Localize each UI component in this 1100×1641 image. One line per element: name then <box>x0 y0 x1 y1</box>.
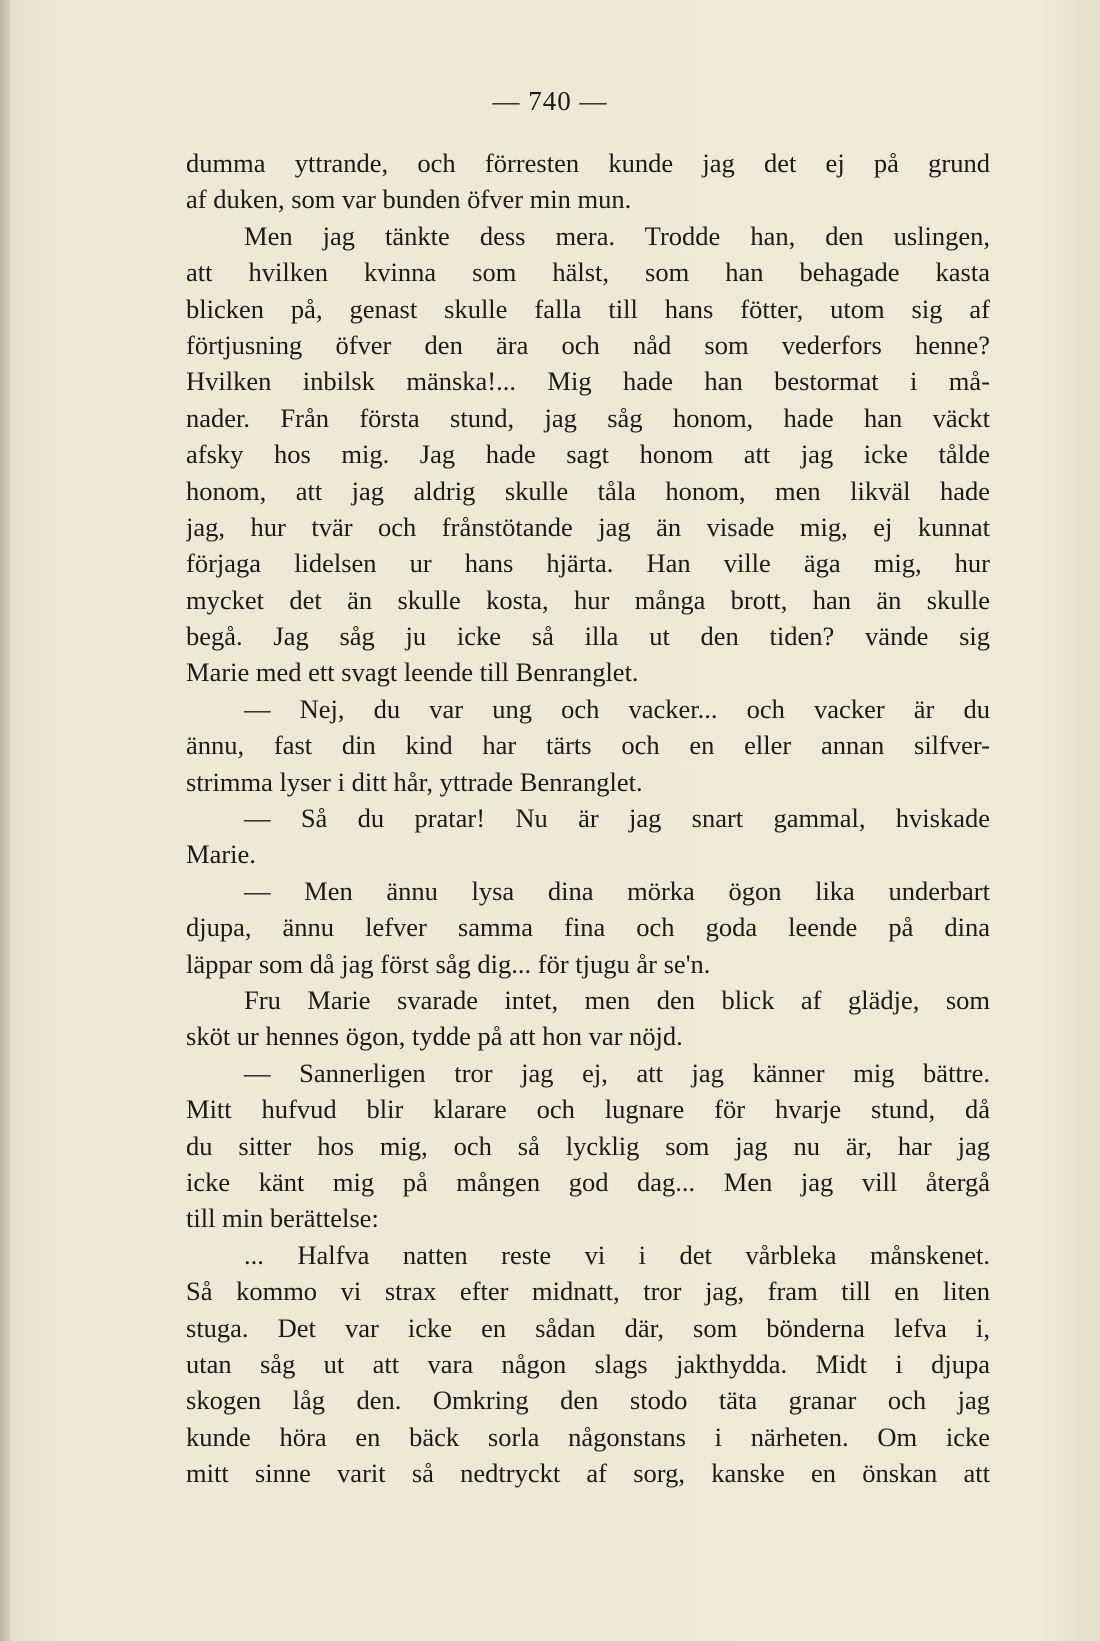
text-line: Men jag tänkte dess mera. Trodde han, den uslingen, <box>244 220 990 251</box>
text-line: jag, hur tvär och frånstötande jag än visade mig, ej kunnat <box>186 511 990 542</box>
text-line: djupa, ännu lefver samma fina och goda leende på dina <box>186 912 990 943</box>
text-line: dumma yttrande, och förresten kunde jag det ej på grund <box>186 148 990 178</box>
text-line: stuga. Det var icke en sådan där, som bönderna lefva i, <box>186 1312 990 1343</box>
text-line: honom, att jag aldrig skulle tåla honom, men likväl hade <box>186 475 990 506</box>
text-line: — Nej, du var ung och vacker... och vacker är du <box>244 693 990 724</box>
text-line: — Men ännu lysa dina mörka ögon lika underbart <box>244 875 990 906</box>
text-line: — Sannerligen tror jag ej, att jag känner mig bättre. <box>244 1057 990 1088</box>
page-spine-shadow <box>0 0 10 1641</box>
text-line: Marie med ett svagt leende till Benranglet. <box>186 657 639 688</box>
text-line: Fru Marie svarade intet, men den blick af glädje, som <box>244 984 990 1015</box>
text-line: ännu, fast din kind har tärts och en eller annan silfver- <box>186 730 990 761</box>
text-line: läppar som då jag först såg dig... för tjugu år se'n. <box>186 948 711 979</box>
page-number: — 740 — <box>492 86 608 116</box>
text-line: kunde höra en bäck sorla någonstans i närheten. Om icke <box>186 1421 990 1452</box>
text-line: förjaga lidelsen ur hans hjärta. Han ville äga mig, hur <box>186 548 990 579</box>
text-line: att hvilken kvinna som hälst, som han behagade kasta <box>186 257 990 288</box>
text-line: Hvilken inbilsk mänska!... Mig hade han bestormat i må- <box>186 366 990 397</box>
body-text <box>186 145 990 1491</box>
text-line: utan såg ut att vara någon slags jakthydda. Midt i djupa <box>186 1348 990 1379</box>
text-line: Så kommo vi strax efter midnatt, tror jag, fram till en liten <box>186 1276 990 1307</box>
text-line: af duken, som var bunden öfver min mun. <box>186 184 632 215</box>
text-line: skogen låg den. Omkring den stodo täta granar och jag <box>186 1385 990 1416</box>
text-line: strimma lyser i ditt hår, yttrade Benranglet. <box>186 766 643 797</box>
text-line: — Så du pratar! Nu är jag snart gammal, hviskade <box>244 803 990 834</box>
text-line: sköt ur hennes ögon, tydde på att hon var nöjd. <box>186 1021 683 1052</box>
text-line: blicken på, genast skulle falla till hans fötter, utom sig af <box>186 293 990 324</box>
text-line: förtjusning öfver den ära och nåd som vederfors henne? <box>186 329 990 360</box>
text-line: afsky hos mig. Jag hade sagt honom att jag icke tålde <box>186 439 990 470</box>
text-line: mycket det än skulle kosta, hur många brott, han än skulle <box>186 584 990 615</box>
text-line: du sitter hos mig, och så lycklig som jag nu är, har jag <box>186 1130 990 1161</box>
text-line: Mitt hufvud blir klarare och lugnare för hvarje stund, då <box>186 1094 990 1125</box>
text-line: mitt sinne varit så nedtryckt af sorg, kanske en önskan att <box>186 1458 990 1489</box>
text-line: till min berättelse: <box>186 1203 379 1234</box>
text-line: nader. Från första stund, jag såg honom, hade han väckt <box>186 402 990 433</box>
text-line: ... Halfva natten reste vi i det vårbleka månskenet. <box>244 1239 990 1270</box>
text-line: Marie. <box>186 839 256 870</box>
text-line: icke känt mig på mången god dag... Men jag vill återgå <box>186 1166 990 1197</box>
text-line: begå. Jag såg ju icke så illa ut den tiden? vände sig <box>186 621 990 652</box>
